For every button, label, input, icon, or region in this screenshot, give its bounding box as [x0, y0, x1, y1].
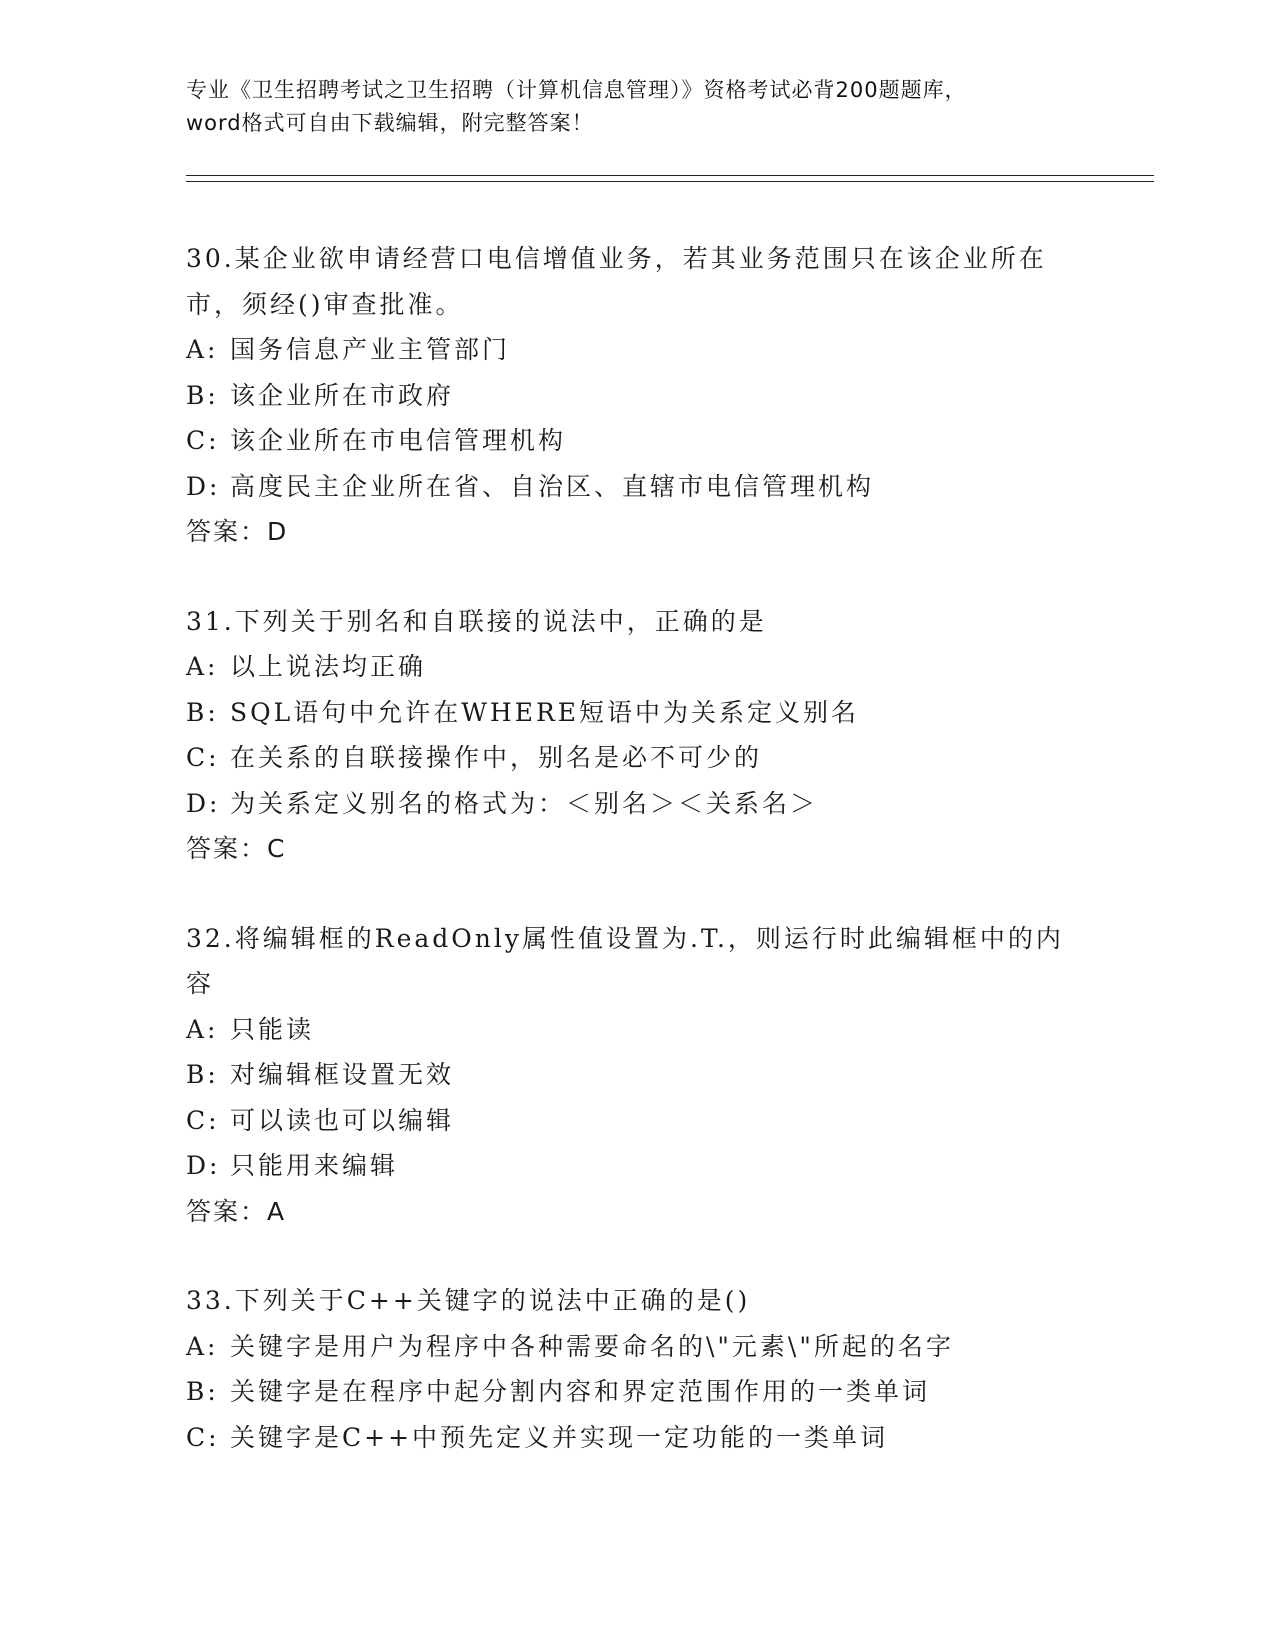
question-stem-line-1: 33.下列关于C++关键字的说法中正确的是()	[186, 1286, 751, 1315]
option-b	[186, 373, 1086, 419]
question-spacer	[186, 1234, 1086, 1278]
header-divider-top	[186, 175, 1154, 176]
option-d	[186, 1143, 1086, 1189]
option-text: 关键字是用户为程序中各种需要命名的\"元素\"所起的名字	[230, 1331, 954, 1361]
option-c	[186, 418, 1086, 464]
question-stem	[186, 916, 1086, 1007]
option-letter: D:	[186, 471, 221, 501]
header-divider-bottom	[186, 181, 1154, 182]
option-letter: A:	[186, 1331, 219, 1361]
option-text: 高度民主企业所在省、自治区、直辖市电信管理机构	[230, 471, 875, 501]
option-text: 关键字是在程序中起分割内容和界定范围作用的一类单词	[230, 1377, 931, 1406]
option-text: 关键字是C++中预先定义并实现一定功能的一类单词	[230, 1422, 889, 1452]
option-text: 只能用来编辑	[230, 1151, 399, 1180]
answer-line: 答案：A	[186, 1196, 287, 1226]
option-letter: B:	[186, 1060, 219, 1089]
option-text: SQL语句中允许在WHERE短语中为关系定义别名	[230, 697, 860, 727]
option-a	[186, 644, 1086, 690]
document-header	[186, 74, 1066, 140]
question-stem	[186, 1278, 1086, 1324]
option-text: 对编辑框设置无效	[230, 1060, 455, 1089]
question-30	[186, 236, 1086, 555]
option-text: 只能读	[230, 1014, 315, 1044]
option-b	[186, 1052, 1086, 1098]
option-text: 国务信息产业主管部门	[230, 335, 511, 364]
question-stem	[186, 236, 1086, 327]
option-letter: C:	[186, 426, 220, 455]
option-text: 为关系定义别名的格式为：＜别名＞＜关系名＞	[230, 788, 819, 818]
option-letter: C:	[186, 743, 220, 772]
option-letter: B:	[186, 380, 219, 410]
option-letter: C:	[186, 1105, 220, 1135]
option-d	[186, 781, 1086, 827]
option-text: 该企业所在市电信管理机构	[230, 426, 567, 455]
header-line-2: word格式可自由下载编辑，附完整答案！	[186, 111, 594, 135]
question-list	[186, 236, 1086, 1460]
question-stem-line-1: 32.将编辑框的ReadOnly属性值设置为.T.，则运行时此编辑框中的内	[186, 923, 1064, 953]
question-stem-line-2: 容	[186, 969, 215, 998]
question-32	[186, 916, 1086, 1235]
question-stem-line-2: 市，须经()审查批准。	[186, 289, 464, 319]
question-stem-line-1: 30.某企业欲申请经营口电信增值业务，若其业务范围只在该企业所在	[186, 244, 1047, 273]
option-text: 该企业所在市政府	[230, 380, 455, 410]
option-text: 可以读也可以编辑	[230, 1105, 455, 1135]
option-letter: A:	[186, 1014, 219, 1044]
question-31	[186, 599, 1086, 872]
option-text: 以上说法均正确	[230, 652, 427, 681]
option-b	[186, 690, 1086, 736]
header-line-1: 专业《卫生招聘考试之卫生招聘（计算机信息管理）》资格考试必背200题题库，	[186, 78, 967, 102]
option-a	[186, 327, 1086, 373]
question-spacer	[186, 555, 1086, 599]
option-letter: B:	[186, 697, 219, 727]
answer-line: 答案：D	[186, 517, 289, 546]
option-letter: B:	[186, 1377, 219, 1406]
option-text: 在关系的自联接操作中，别名是必不可少的	[230, 743, 763, 772]
option-a	[186, 1007, 1086, 1053]
option-b	[186, 1369, 1086, 1415]
option-c	[186, 1415, 1086, 1461]
option-d	[186, 464, 1086, 510]
option-c	[186, 1098, 1086, 1144]
question-spacer	[186, 872, 1086, 916]
option-letter: D:	[186, 788, 221, 818]
question-33	[186, 1278, 1086, 1460]
option-letter: D:	[186, 1151, 221, 1180]
answer-line: 答案：C	[186, 834, 287, 863]
option-letter: C:	[186, 1422, 220, 1452]
option-c	[186, 735, 1086, 781]
option-letter: A:	[186, 335, 219, 364]
option-a	[186, 1324, 1086, 1370]
option-letter: A:	[186, 652, 219, 681]
question-stem-line-1: 31.下列关于别名和自联接的说法中，正确的是	[186, 606, 767, 636]
question-stem	[186, 599, 1086, 645]
